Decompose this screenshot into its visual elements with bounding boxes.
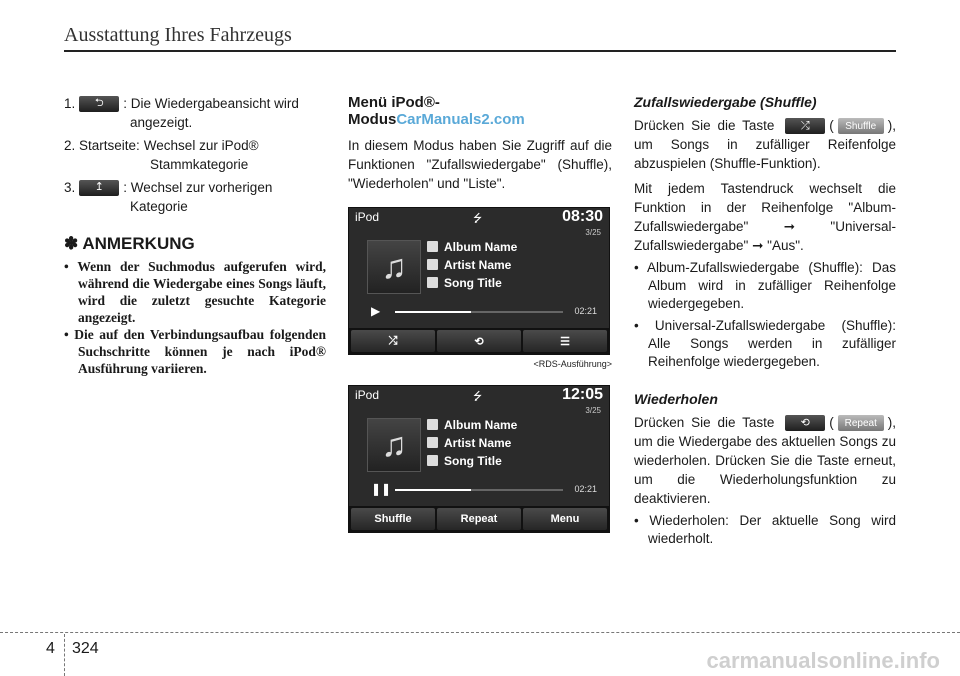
item-text-cont: Kategorie <box>130 199 188 214</box>
artist-icon <box>427 437 438 448</box>
site-watermark: carmanualsonline.info <box>706 648 940 673</box>
elapsed-time: 02:21 <box>574 306 597 316</box>
repeat-text-b: um die Wiedergabe des aktuellen Songs zu wiederholen. Drücken Sie die Taste erneut, um die Wiederholungsfunktion zu deaktivieren. <box>634 434 896 506</box>
repeat-icon: ⟲ <box>785 415 825 431</box>
column-3 <box>634 94 896 548</box>
pause-icon: ❚❚ <box>371 482 392 496</box>
shuffle-icon: ⤮ <box>785 118 825 134</box>
play-icon: ▶ <box>371 304 381 318</box>
menu-button[interactable]: Menu <box>523 508 607 530</box>
shuffle-paragraph-2: Mit jedem Tastendruck wechselt die Funktion in der Reihenfolge "Album-Zufallswiedergabe" ➞ "Universal-Zufallswiedergabe" ➞ "Aus". <box>634 181 896 253</box>
shuffle-button[interactable]: Shuffle <box>351 508 435 530</box>
artist-name: Artist Name <box>444 258 512 272</box>
watermark: CarManuals2.com <box>396 111 525 128</box>
item-number: 1. <box>64 96 76 111</box>
list-item-3 <box>64 178 326 216</box>
song-title: Song Title <box>444 454 502 468</box>
shuffle-key-label: Shuffle <box>838 118 884 134</box>
repeat-icon[interactable]: ⟲ <box>437 330 521 352</box>
album-row <box>427 240 517 254</box>
progress-bar <box>395 489 563 491</box>
track-count: 3/25 <box>585 228 601 237</box>
progress-bar <box>395 311 563 313</box>
song-icon <box>427 277 438 288</box>
shuffle-paragraph-1: Drücken Sie die Taste ⤮ ( Shuffle ), um Songs in zufälliger Reifenfolge abzuspielen (Shuffle-Funktion). <box>634 118 896 171</box>
note-item-2: • Die auf den Verbindungsaufbau folgenden Suchschritte können je nach iPod® Ausführung variieren. <box>64 327 326 376</box>
list-icon[interactable]: ☰ <box>523 330 607 352</box>
clock: 08:30 <box>562 208 603 225</box>
section-title-repeat: Wiederholen <box>634 391 718 407</box>
item-text: : Die Wiedergabeansicht wird <box>123 96 299 111</box>
progress-fill <box>395 311 471 313</box>
artist-row <box>427 258 511 272</box>
shuffle-bullet-2: • Universal-Zufallswiedergabe (Shuffle): Alle Songs werden in zufälliger Reihenfolge wiedergegeben. <box>634 318 896 369</box>
page-header-title: Ausstattung Ihres Fahrzeugs <box>64 24 292 46</box>
section-title-shuffle: Zufallswiedergabe (Shuffle) <box>634 94 817 110</box>
item-number: 3. <box>64 180 76 195</box>
repeat-key-label: Repeat <box>838 415 884 431</box>
clock: 12:05 <box>562 386 603 403</box>
music-note-icon: ♫ <box>367 418 421 472</box>
item-text-cont: Stammkategorie <box>150 157 249 172</box>
repeat-paragraph: Drücken Sie die Taste ⟲ ( Repeat ), um die Wiedergabe des aktuellen Songs zu wiederholen. Drücken Sie die Taste erneut, um die Wiederholungsfunktion zu deaktivieren. <box>634 415 896 506</box>
repeat-button[interactable]: Repeat <box>437 508 521 530</box>
usb-icon: ⭍ <box>473 391 483 403</box>
item-number: 2. Startseite: <box>64 138 140 153</box>
column-1 <box>64 94 326 377</box>
shuffle-bullet-1: • Album-Zufallswiedergabe (Shuffle): Das Album wird in zufälliger Reihenfolge wiedergegeben. <box>634 260 896 311</box>
up-folder-icon: ↥ <box>79 180 119 196</box>
progress-row <box>349 304 609 320</box>
track-count: 3/25 <box>585 406 601 415</box>
note-item-1: • Wenn der Suchmodus aufgerufen wird, während die Wiedergabe eines Songs läuft, wird die zuletzt gesuchte Kategorie angezeigt. <box>64 259 326 325</box>
chapter-number: 4 <box>46 640 55 657</box>
back-arrow-icon: ⮌ <box>79 96 119 112</box>
music-note-icon: ♫ <box>367 240 421 294</box>
shuffle-text-a: Drücken Sie die Taste <box>634 118 775 133</box>
section-title-text: Menü iPod®-Modus <box>348 94 440 128</box>
album-icon <box>427 241 438 252</box>
screen-buttons <box>349 506 609 532</box>
usb-icon: ⭍ <box>473 213 483 225</box>
footer-divider <box>64 634 65 676</box>
list-item-1 <box>64 94 326 132</box>
song-row <box>427 276 502 290</box>
column-2 <box>348 94 612 533</box>
ipod-screen-rds <box>348 207 610 355</box>
artist-icon <box>427 259 438 270</box>
intro-paragraph: In diesem Modus haben Sie Zugriff auf die Funktionen "Zufallswiedergabe" (Shuffle), "Wiederholen" und "Liste". <box>348 138 612 191</box>
note-title: ✽ ANMERKUNG <box>64 234 195 253</box>
song-icon <box>427 455 438 466</box>
screen-caption: <RDS-Ausführung> <box>533 359 612 369</box>
song-title: Song Title <box>444 276 502 290</box>
page-number: 324 <box>72 640 99 657</box>
elapsed-time: 02:21 <box>574 484 597 494</box>
album-name: Album Name <box>444 418 518 432</box>
album-name: Album Name <box>444 240 518 254</box>
item-text: Wechsel zur iPod® <box>143 138 259 153</box>
item-text: : Wechsel zur vorherigen <box>123 180 273 195</box>
screen-status-bar <box>349 208 609 226</box>
album-icon <box>427 419 438 430</box>
source-label: iPod <box>355 210 380 224</box>
repeat-bullet: • Wiederholen: Der aktuelle Song wird wiederholt. <box>634 513 896 546</box>
shuffle-icon[interactable]: ⤮ <box>351 330 435 352</box>
section-title-ipod-menu <box>348 94 612 128</box>
footer-rule <box>0 632 960 633</box>
list-item-2 <box>64 136 326 174</box>
progress-fill <box>395 489 471 491</box>
song-row <box>427 454 502 468</box>
ipod-screen-standard <box>348 385 610 533</box>
item-text-cont: angezeigt. <box>130 115 193 130</box>
progress-row <box>349 482 609 498</box>
screen-status-bar <box>349 386 609 404</box>
source-label: iPod <box>355 388 380 402</box>
screen-buttons <box>349 328 609 354</box>
shuffle-text-b: um Songs in zufälliger Reifenfolge abzuspielen (Shuffle-Funktion). <box>634 137 896 171</box>
album-row <box>427 418 517 432</box>
artist-row <box>427 436 511 450</box>
repeat-text-a: Drücken Sie die Taste <box>634 415 775 430</box>
artist-name: Artist Name <box>444 436 512 450</box>
header-rule <box>64 50 896 52</box>
